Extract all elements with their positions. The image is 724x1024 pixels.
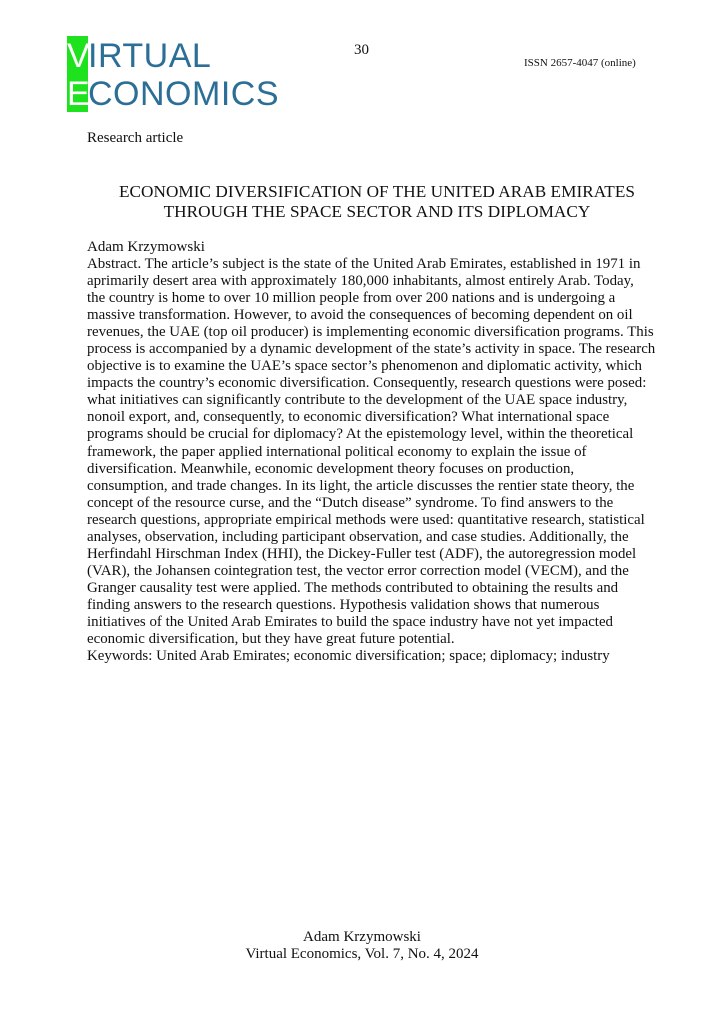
abstract-line: programs should be crucial for diplomacy? At the epistemology level, within the theoretical: [87, 426, 634, 443]
abstract-line: concept of the resource curse, and the “Dutch disease” syndrome. To find answers to the: [87, 494, 614, 511]
title-line: ECONOMIC DIVERSIFICATION OF THE UNITED ARAB EMIRATES: [118, 182, 635, 201]
abstract-line: impacts the country’s economic diversification. Consequently, research questions were posed:: [87, 375, 647, 392]
abstract-line: Herfindahl Hirschman Index (HHI), the Dickey-Fuller test (ADF), the autoregression model: [87, 545, 637, 562]
logo-initial-v: V: [67, 37, 91, 75]
abstract-line: what initiatives can significantly contribute to the development of the UAE space industry,: [87, 392, 628, 409]
abstract-line: nonoil export, and, consequently, to economic diversification? What international space: [87, 409, 610, 426]
logo-line-economics: [67, 76, 279, 112]
abstract-line: process is accompanied by a dynamic development of the state’s activity in space. The research: [87, 341, 656, 358]
logo-word-virtual: IRTUAL: [88, 37, 212, 75]
abstract-line: aprimarily desert area with approximately 180,000 inhabitants, almost entirely Arab. Today,: [87, 273, 634, 290]
abstract: [87, 256, 667, 665]
abstract-line: finding answers to the research questions. Hypothesis validation shows that numerous: [87, 596, 600, 613]
logo-word-economics: CONOMICS: [88, 75, 279, 113]
abstract-line: research questions, appropriate empirical methods were used: quantitative research, statistical: [87, 511, 645, 528]
abstract-line: analyses, observation, including participant observation, and case studies. Additionally, the: [87, 528, 629, 545]
title-line: THROUGH THE SPACE SECTOR AND ITS DIPLOMACY: [163, 202, 591, 221]
abstract-line: framework, the paper applied international political economy to explain the issue of: [87, 443, 587, 460]
page-number: 30: [354, 42, 369, 58]
author-name: Adam Krzymowski: [87, 239, 205, 255]
issn: ISSN 2657-4047 (online): [524, 57, 636, 69]
keywords: Keywords: United Arab Emirates; economic diversification; space; diplomacy; industry: [87, 648, 610, 665]
abstract-line: Granger causality test were applied. The methods contributed to obtaining the results and: [87, 579, 619, 596]
abstract-line: objective is to examine the UAE’s space sector’s phenomenon and diplomatic activity, which: [87, 358, 642, 375]
page-footer: [0, 929, 724, 963]
abstract-line: consumption, and trade changes. In its light, the article discusses the rentier state theory, the: [87, 477, 635, 494]
logo-initial-e: E: [67, 75, 91, 113]
abstract-text: [87, 256, 667, 648]
logo-line-virtual: [67, 38, 211, 74]
abstract-line: economic diversification, but they have great future potential.: [87, 631, 455, 648]
journal-logo: [67, 36, 297, 114]
article-title: [60, 182, 694, 222]
abstract-line: Abstract. The article’s subject is the state of the United Arab Emirates, established in 1971 in: [87, 256, 641, 272]
abstract-line: massive transformation. However, to avoid the consequences of becoming dependent on oil: [87, 307, 633, 324]
article-type: Research article: [87, 130, 184, 146]
abstract-line: revenues, the UAE (top oil producer) is implementing economic diversification programs. This: [87, 324, 654, 341]
abstract-line: diversification. Meanwhile, economic development theory focuses on production,: [87, 460, 575, 477]
abstract-line: the country is home to over 10 million people from over 200 nations and is undergoing a: [87, 290, 616, 307]
footer-citation: Virtual Economics, Vol. 7, No. 4, 2024: [245, 946, 479, 962]
footer-author: Adam Krzymowski: [303, 929, 421, 945]
abstract-line: (VAR), the Johansen cointegration test, the vector error correction model (VECM), and the: [87, 562, 629, 579]
abstract-line: initiatives of the United Arab Emirates to build the space industry have not yet impacted: [87, 613, 613, 630]
